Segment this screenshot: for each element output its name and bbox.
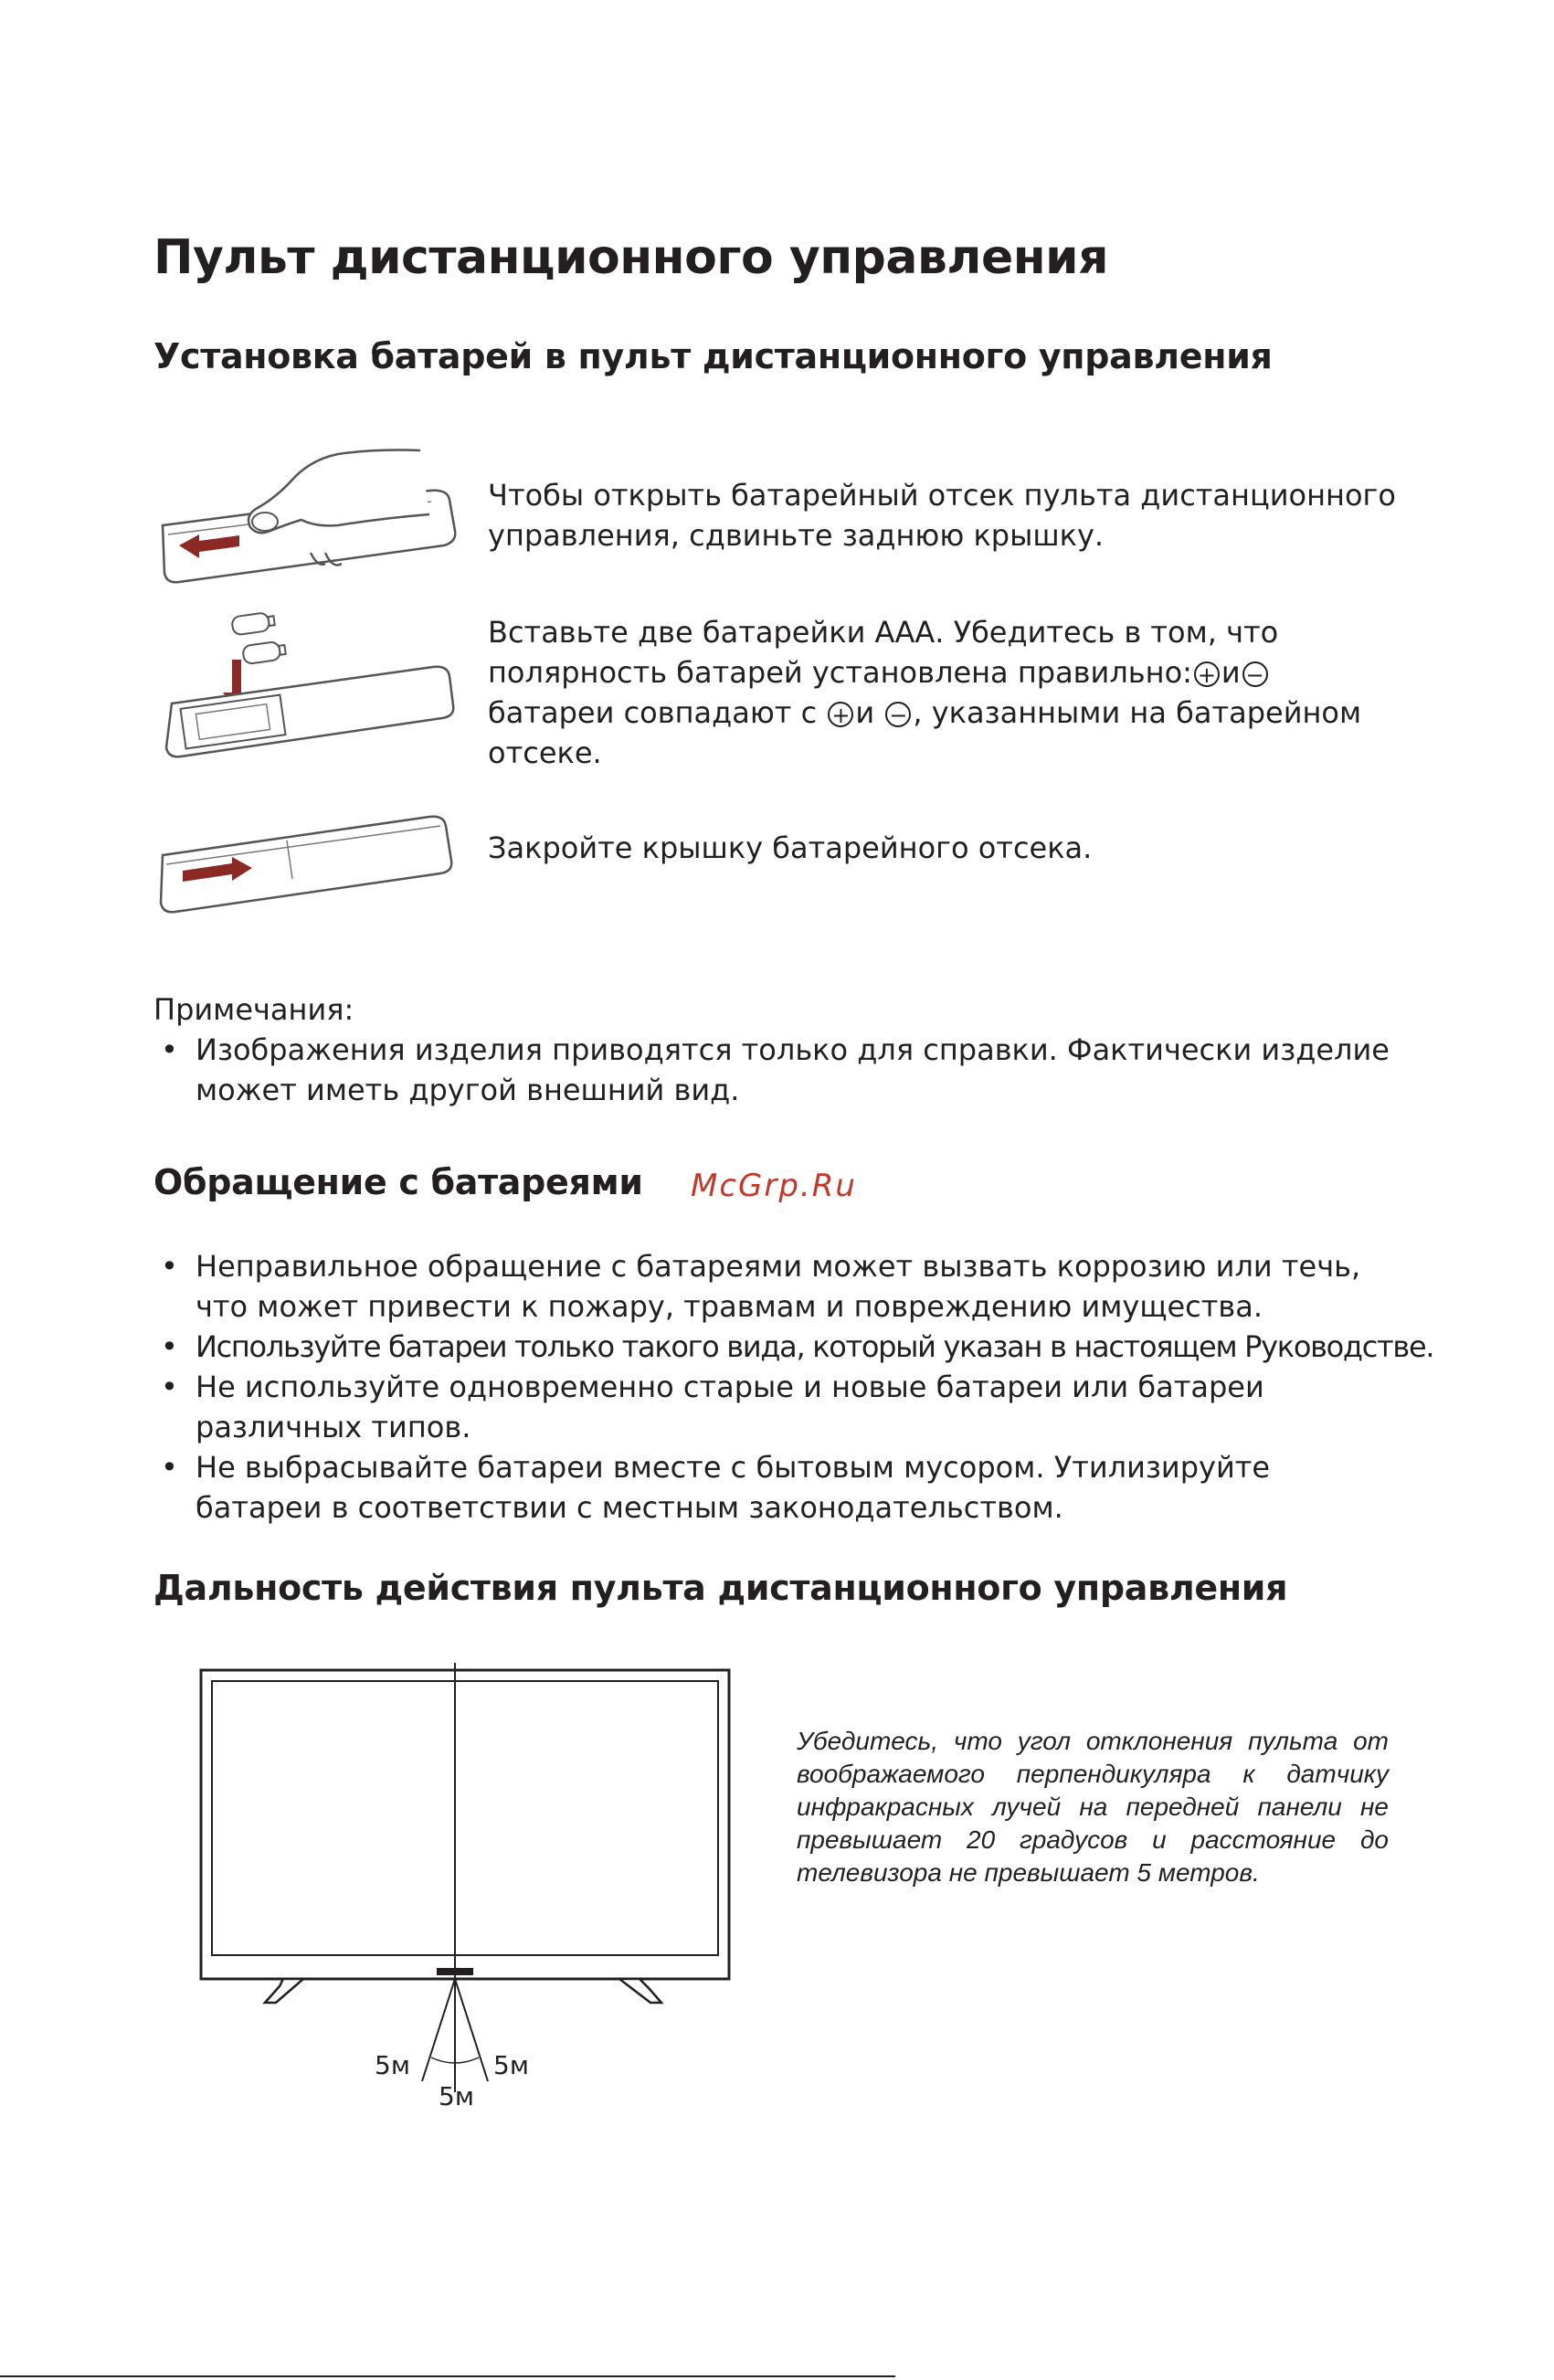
- list-item: • Не используйте одновременно старые и новые батареи или батареи различных типов.: [153, 1367, 1405, 1447]
- list-item: • Неправильное обращение с батареями может вызвать коррозию или течь, что может привести к пожару, травмам и повреждению имущества.: [153, 1246, 1405, 1327]
- list-item: • Используйте батареи только такого вида, который указан в настоящем Руководстве.: [153, 1327, 1405, 1367]
- range-note: Убедитесь, что угол отклонения пульта от воображаемого перпендикуляра к датчику инфракрасных лучей на передней панели не превышает 20 градусов и расстояние до телевизора не превышает 5 метров.: [797, 1727, 1389, 1887]
- tv-range-diagram: [192, 1663, 740, 2120]
- battery-install-heading: Установка батарей в пульт дистанционного управления: [153, 336, 1273, 376]
- minus-icon: −: [1242, 661, 1268, 687]
- distance-label-left: 5м: [375, 2050, 410, 2080]
- tv-stand-right: [619, 1979, 661, 2003]
- tv-screen: [212, 1681, 718, 1955]
- page-title: Пульт дистанционного управления: [153, 230, 1108, 285]
- plus-icon: +: [828, 702, 853, 727]
- footer-divider: [0, 2375, 895, 2377]
- close-cover-illustration: [155, 804, 457, 923]
- insert-batteries-illustration: [155, 603, 457, 767]
- battery-handling-heading: Обращение с батареями: [153, 1162, 643, 1202]
- notes-list: [153, 1030, 1405, 1110]
- remote-range-heading: Дальность действия пульта дистанционного управления: [153, 1568, 1288, 1608]
- list-item: • Не выбрасывайте батареи вместе с бытовым мусором. Утилизируйте батареи в соответствии с местным законодательством.: [153, 1447, 1405, 1528]
- tv-stand-left: [265, 1979, 303, 2003]
- step2-text: Вставьте две батарейки ААА. Убедитесь в том, что полярность батарей установлена правильно: + и − батареи совпадают с + и − , указанными на батарейном отсеке.: [488, 615, 1362, 770]
- battery-handling-list: [153, 1246, 1434, 1528]
- notes-label: Примечания:: [153, 992, 354, 1027]
- step1-text: Чтобы открыть батарейный отсек пульта дистанционного управления, сдвиньте заднюю крышку.: [488, 478, 1396, 553]
- remote-open-cover-illustration: [155, 443, 466, 589]
- distance-label-center: 5м: [439, 2081, 474, 2111]
- distance-label-right: 5м: [493, 2050, 529, 2080]
- list-item: • Изображения изделия приводятся только для справки. Фактически изделие может иметь другой внешний вид.: [153, 1030, 1411, 1110]
- battery-icon-2: [242, 640, 286, 664]
- battery-icon: [231, 611, 275, 635]
- minus-icon: −: [885, 702, 911, 727]
- plus-icon: +: [1194, 661, 1220, 687]
- step3-text: Закройте крышку батарейного отсека.: [488, 830, 1093, 865]
- watermark: McGrp.Ru: [691, 1168, 857, 1204]
